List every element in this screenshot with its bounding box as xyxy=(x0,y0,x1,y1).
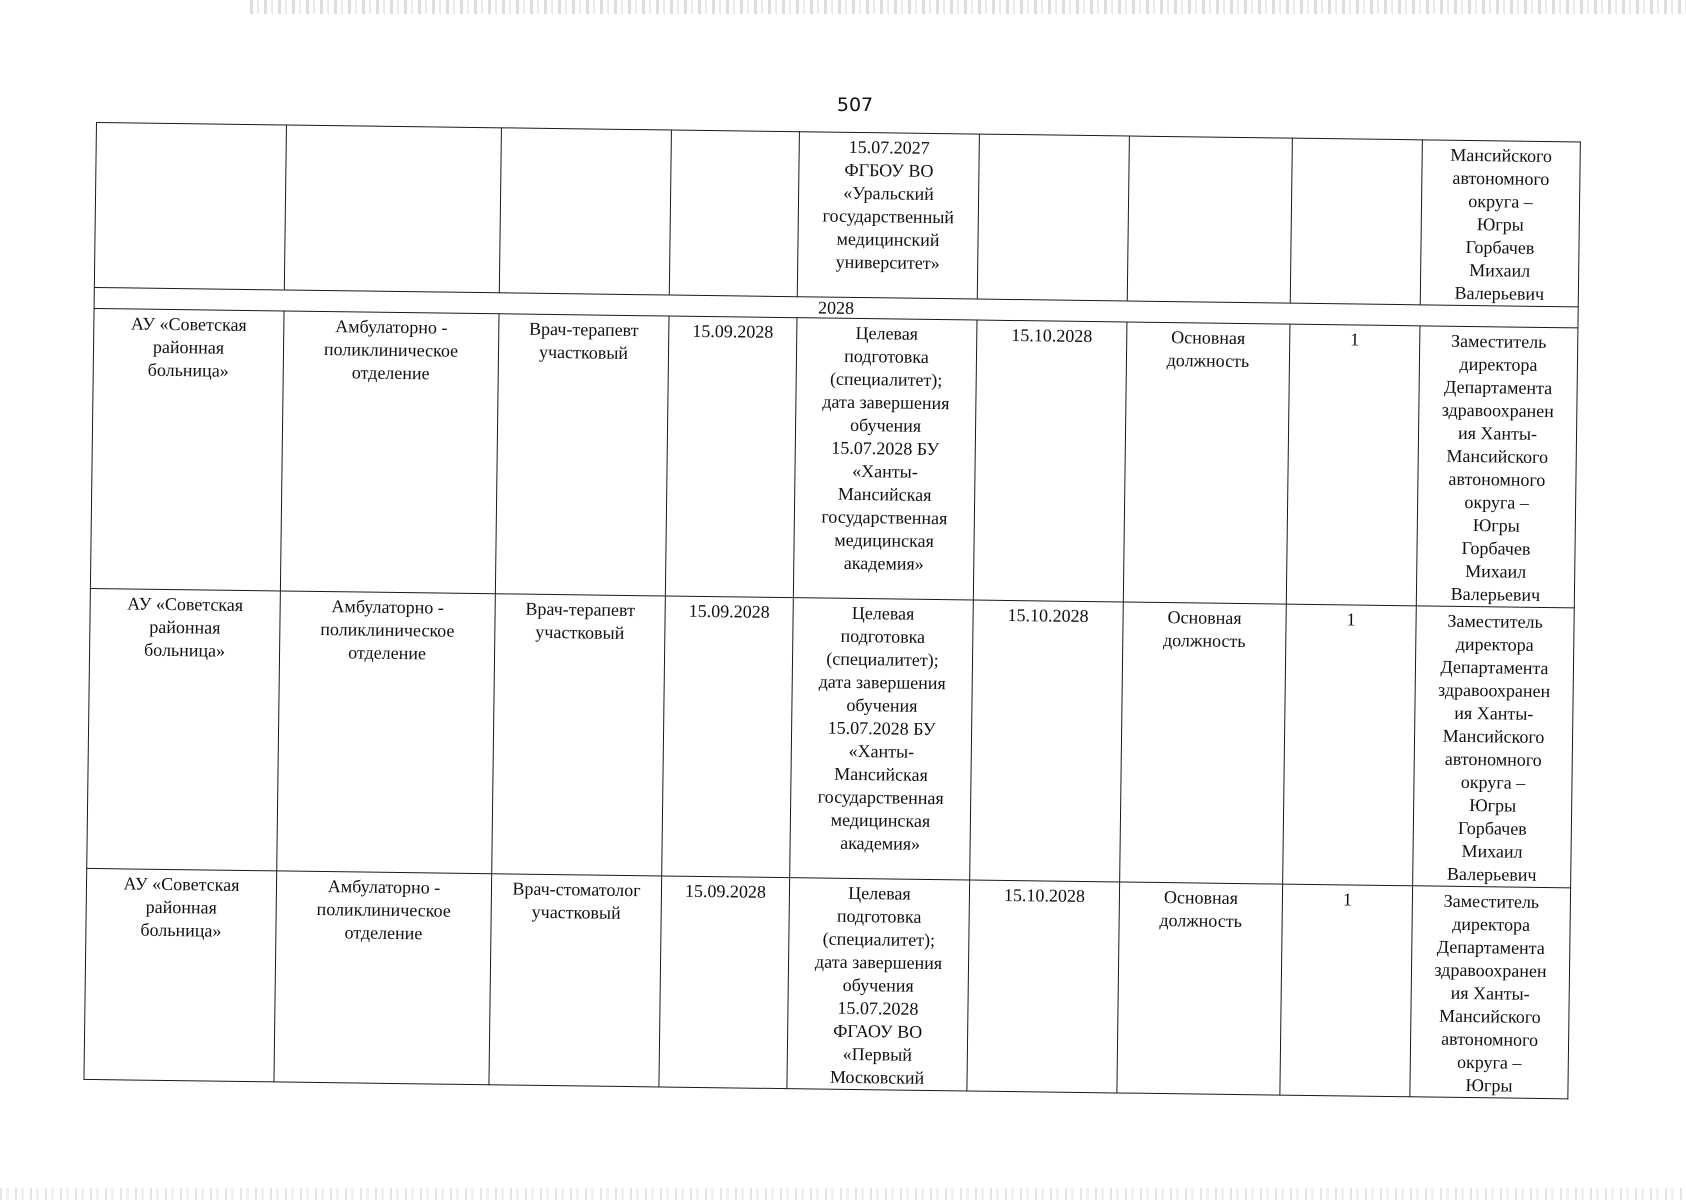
cell-date-employment: 15.10.2028 xyxy=(970,600,1124,882)
cell-department xyxy=(284,125,501,293)
cell-department: Амбулаторно - поликлиническое отделение xyxy=(274,871,492,1085)
table-row xyxy=(90,308,1578,607)
cell-date-employment: 15.10.2028 xyxy=(967,880,1120,1093)
cell-responsible: Мансийского автономного округа – Югры Горбачев Михаил Валерьевич xyxy=(1420,140,1580,307)
cell-count xyxy=(1290,138,1422,305)
cell-training: Целевая подготовка (специалитет); дата завершения обучения 15.07.2028 БУ «Ханты- Мансийская государственная медицинская академия» xyxy=(790,598,974,880)
cell-department: Амбулаторно - поликлиническое отделение xyxy=(280,311,499,594)
cell-organization: АУ «Советская районная больница» xyxy=(87,588,281,870)
cell-organization: АУ «Советская районная больница» xyxy=(90,308,284,590)
continuation-row xyxy=(94,123,1580,307)
cell-department: Амбулаторно - поликлиническое отделение xyxy=(277,591,496,874)
cell-date-start xyxy=(669,130,799,297)
document-sheet xyxy=(83,122,1579,1099)
cell-date-start: 15.09.2028 xyxy=(659,876,790,1089)
cell-position xyxy=(499,128,671,295)
cell-date-start: 15.09.2028 xyxy=(665,316,797,598)
cell-organization: АУ «Советская районная больница» xyxy=(84,868,277,1081)
cell-count: 1 xyxy=(1280,884,1413,1097)
cell-position-type xyxy=(1127,136,1292,303)
cell-count: 1 xyxy=(1283,604,1417,886)
scan-edge-bottom xyxy=(0,1188,1686,1200)
table-row xyxy=(84,868,1571,1098)
cell-position: Врач-терапевт участковый xyxy=(492,594,666,876)
cell-organization xyxy=(94,123,286,290)
cell-position-type: Основная должность xyxy=(1123,322,1290,604)
cell-responsible: Заместитель директора Департамента здравоохранен ия Ханты- Мансийского автономного округа – Югры Горбачев Михаил Валерьевич xyxy=(1416,326,1578,608)
cell-responsible: Заместитель директора Департамента здравоохранен ия Ханты- Мансийского автономного округа – Югры xyxy=(1410,886,1571,1099)
cell-position: Врач-терапевт участковый xyxy=(495,314,669,596)
cell-training: Целевая подготовка (специалитет); дата завершения обучения 15.07.2028 ФГАОУ ВО «Первый Московский xyxy=(787,878,970,1091)
page-number: 507 xyxy=(836,94,874,116)
cell-position: Врач-стоматолог участковый xyxy=(489,874,662,1087)
cell-count: 1 xyxy=(1286,324,1420,606)
cell-date-start: 15.09.2028 xyxy=(662,596,794,878)
scan-edge-top xyxy=(250,0,1686,14)
cell-training: 15.07.2027 ФГБОУ ВО «Уральский государственный медицинский университет» xyxy=(797,132,979,299)
cell-responsible: Заместитель директора Департамента здравоохранен ия Ханты- Мансийского автономного округа – Югры Горбачев Михаил Валерьевич xyxy=(1413,606,1575,888)
cell-date-employment: 15.10.2028 xyxy=(973,320,1127,602)
cell-training: Целевая подготовка (специалитет); дата завершения обучения 15.07.2028 БУ «Ханты- Мансийская государственная медицинская академия» xyxy=(793,318,977,600)
cell-position-type: Основная должность xyxy=(1120,602,1287,884)
year-heading: 2028 xyxy=(94,287,1578,327)
vacancy-table xyxy=(83,122,1580,1099)
cell-position-type: Основная должность xyxy=(1117,882,1283,1095)
table-row xyxy=(87,588,1575,887)
cell-date-employment xyxy=(977,134,1129,301)
